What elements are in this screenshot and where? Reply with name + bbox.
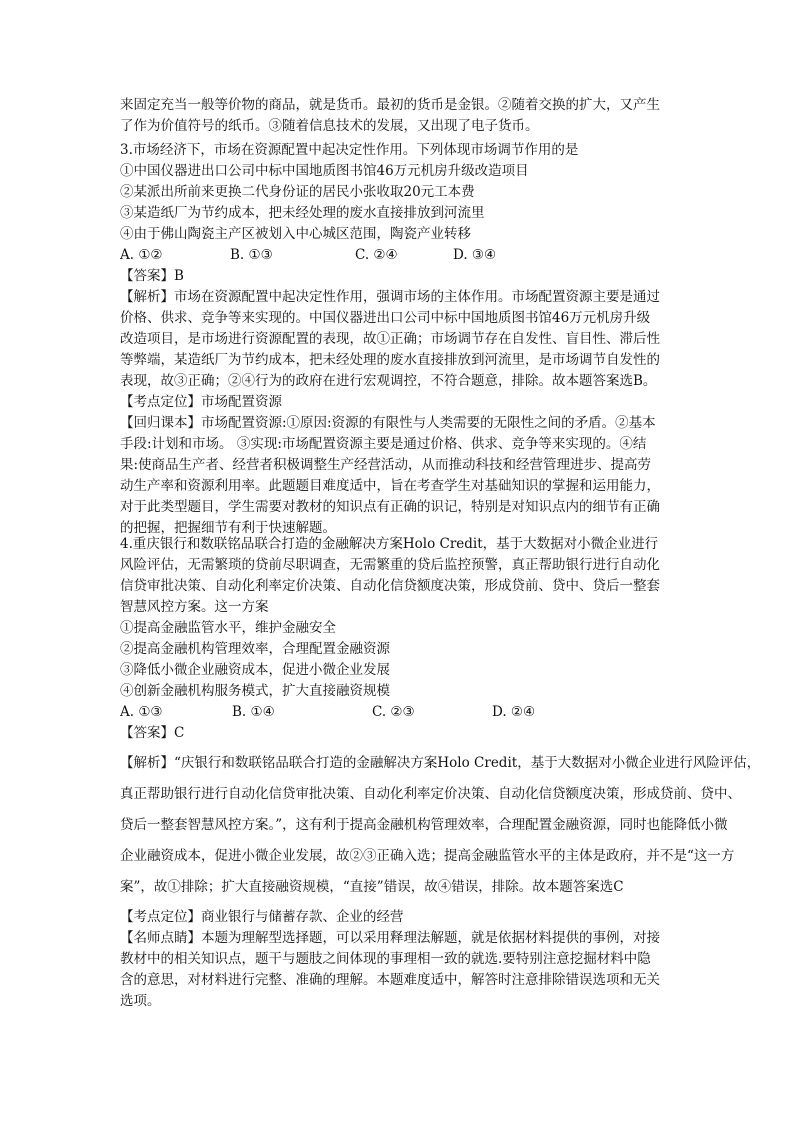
question-stem: 3.市场经济下，市场在资源配置中起决定性作用。下列体现市场调节作用的是 bbox=[120, 142, 579, 158]
question-stem: 风险评估，无需繁琐的贷前尽职调查，无需繁重的贷后监控预警，真正帮助银行进行自动化 bbox=[120, 557, 660, 573]
knowledge-point: 【考点定位】商业银行与储蓄存款、企业的经营 bbox=[120, 909, 404, 925]
analysis-line: 改造项目，是市场进行资源配置的表现，故①正确；市场调节存在自发性、盲目性、滞后性 bbox=[120, 331, 660, 347]
answer-options bbox=[120, 702, 680, 723]
option-b: B. ①③ bbox=[230, 247, 273, 263]
analysis-line: 贷后一整套智慧风控方案。”，这有利于提高金融机构管理效率，合理配置金融资源，同时也能降低小微 bbox=[120, 817, 728, 833]
choice-item: ①提高金融监管水平，维护金融安全 bbox=[120, 620, 336, 636]
answer: 【答案】B bbox=[120, 268, 184, 284]
text-line: 了作为价值符号的纸币。③随着信息技术的发展，又出现了电子货币。 bbox=[120, 118, 539, 134]
question-4 bbox=[120, 534, 680, 744]
analysis-line: 等弊端，某造纸厂为节约成本，把未经处理的废水直接排放到河流里，是市场调节自发性的 bbox=[120, 352, 660, 368]
teacher-note-line: 教材中的相关知识点，题干与题肢之间体现的事理相一致的就选.要特别注意挖掘材料中隐 bbox=[120, 951, 651, 967]
choice-item: ②某派出所前来更换二代身份证的居民小张收取20元工本费 bbox=[120, 184, 475, 200]
option-a: A. ①② bbox=[120, 247, 163, 263]
question-stem: 信贷审批决策、自动化利率定价决策、自动化信贷额度决策，形成贷前、贷中、贷后一整套 bbox=[120, 578, 660, 594]
answer-options bbox=[120, 245, 680, 266]
choice-item: ①中国仪器进出口公司中标中国地质图书馆46万元机房升级改造项目 bbox=[120, 163, 529, 179]
option-b: B. ①④ bbox=[232, 704, 275, 720]
answer: 【答案】C bbox=[120, 725, 185, 741]
knowledge-point: 【考点定位】市场配置资源 bbox=[120, 394, 282, 410]
choice-item: ④创新金融机构服务模式，扩大直接融资规模 bbox=[120, 683, 390, 699]
teacher-note-line: 含的意思，对材料进行完整、准确的理解。本题难度适中，解答时注意排除错误选项和无关 bbox=[120, 972, 660, 988]
text-line: 来固定充当一般等价物的商品，就是货币。最初的货币是金银。②随着交换的扩大，又产生 bbox=[120, 97, 660, 113]
analysis-line: 【解析】市场在资源配置中起决定性作用，强调市场的主体作用。市场配置资源主要是通过 bbox=[120, 289, 660, 305]
choice-item: ④由于佛山陶瓷主产区被划入中心城区范围，陶瓷产业转移 bbox=[120, 226, 471, 242]
teacher-note-line: 【名师点睛】本题为理解型选择题，可以采用释理法解题，就是依据材料提供的事例，对接 bbox=[120, 930, 660, 946]
question-stem: 智慧风控方案。这一方案 bbox=[120, 599, 269, 615]
intro-paragraph bbox=[120, 95, 680, 137]
analysis-line: 【解析】“庆银行和数联铭品联合打造的金融解决方案Holo Credit，基于大数据对小微企业进行风险评估， bbox=[120, 755, 761, 771]
question-3 bbox=[120, 140, 680, 539]
option-c: C. ②③ bbox=[372, 704, 415, 720]
choice-item: ②提高金融机构管理效率，合理配置金融资源 bbox=[120, 641, 390, 657]
review-line: 手段:计划和市场。 ③实现:市场配置资源主要是通过价格、供求、竞争等来实现的。④结 bbox=[120, 436, 647, 452]
analysis-line: 真正帮助银行进行自动化信贷审批决策、自动化利率定价决策、自动化信贷额度决策，形成贷前、贷中、 bbox=[120, 786, 741, 802]
teacher-note-line: 选项。 bbox=[120, 993, 161, 1009]
option-d: D. ②④ bbox=[492, 704, 536, 720]
choice-item: ③某造纸厂为节约成本，把未经处理的废水直接排放到河流里 bbox=[120, 205, 485, 221]
analysis-line: 案”，故①排除；扩大直接融资规模，“直接”错误，故④错误，排除。故本题答案选C bbox=[120, 879, 624, 895]
question-stem: 4.重庆银行和数联铭品联合打造的金融解决方案Holo Credit，基于大数据对小微企业进行 bbox=[120, 536, 659, 552]
q4-notes bbox=[120, 907, 680, 1012]
review-line: 的把握，把握细节有利于快速解题。 bbox=[120, 520, 336, 536]
analysis-line: 表现，故③正确；②④行为的政府在进行宏观调控，不符合题意，排除。故本题答案选B。 bbox=[120, 373, 657, 389]
review-line: 对于此类型题目，学生需要对教材的知识点有正确的识记，特别是对知识点内的细节有正确 bbox=[120, 499, 660, 515]
analysis-line: 企业融资成本，促进小微企业发展，故②③正确入选；提高金融监管水平的主体是政府，并不是“这一方 bbox=[120, 848, 735, 864]
analysis-line: 价格、供求、竞争等来实现的。中国仪器进出口公司中标中国地质图书馆46万元机房升级 bbox=[120, 310, 651, 326]
choice-item: ③降低小微企业融资成本，促进小微企业发展 bbox=[120, 662, 390, 678]
review-line: 动生产率和资源利用率。此题题目难度适中，旨在考查学生对基础知识的掌握和运用能力， bbox=[120, 478, 660, 494]
review-line: 果:使商品生产者、经营者积极调整生产经营活动，从而推动科技和经营管理进步、提高劳 bbox=[120, 457, 652, 473]
review-line: 【回归课本】市场配置资源:①原因:资源的有限性与人类需要的无限性之间的矛盾。②基本 bbox=[120, 415, 656, 431]
option-d: D. ③④ bbox=[453, 247, 497, 263]
option-a: A. ①③ bbox=[120, 704, 163, 720]
q4-analysis bbox=[120, 748, 770, 903]
option-c: C. ②④ bbox=[355, 247, 398, 263]
